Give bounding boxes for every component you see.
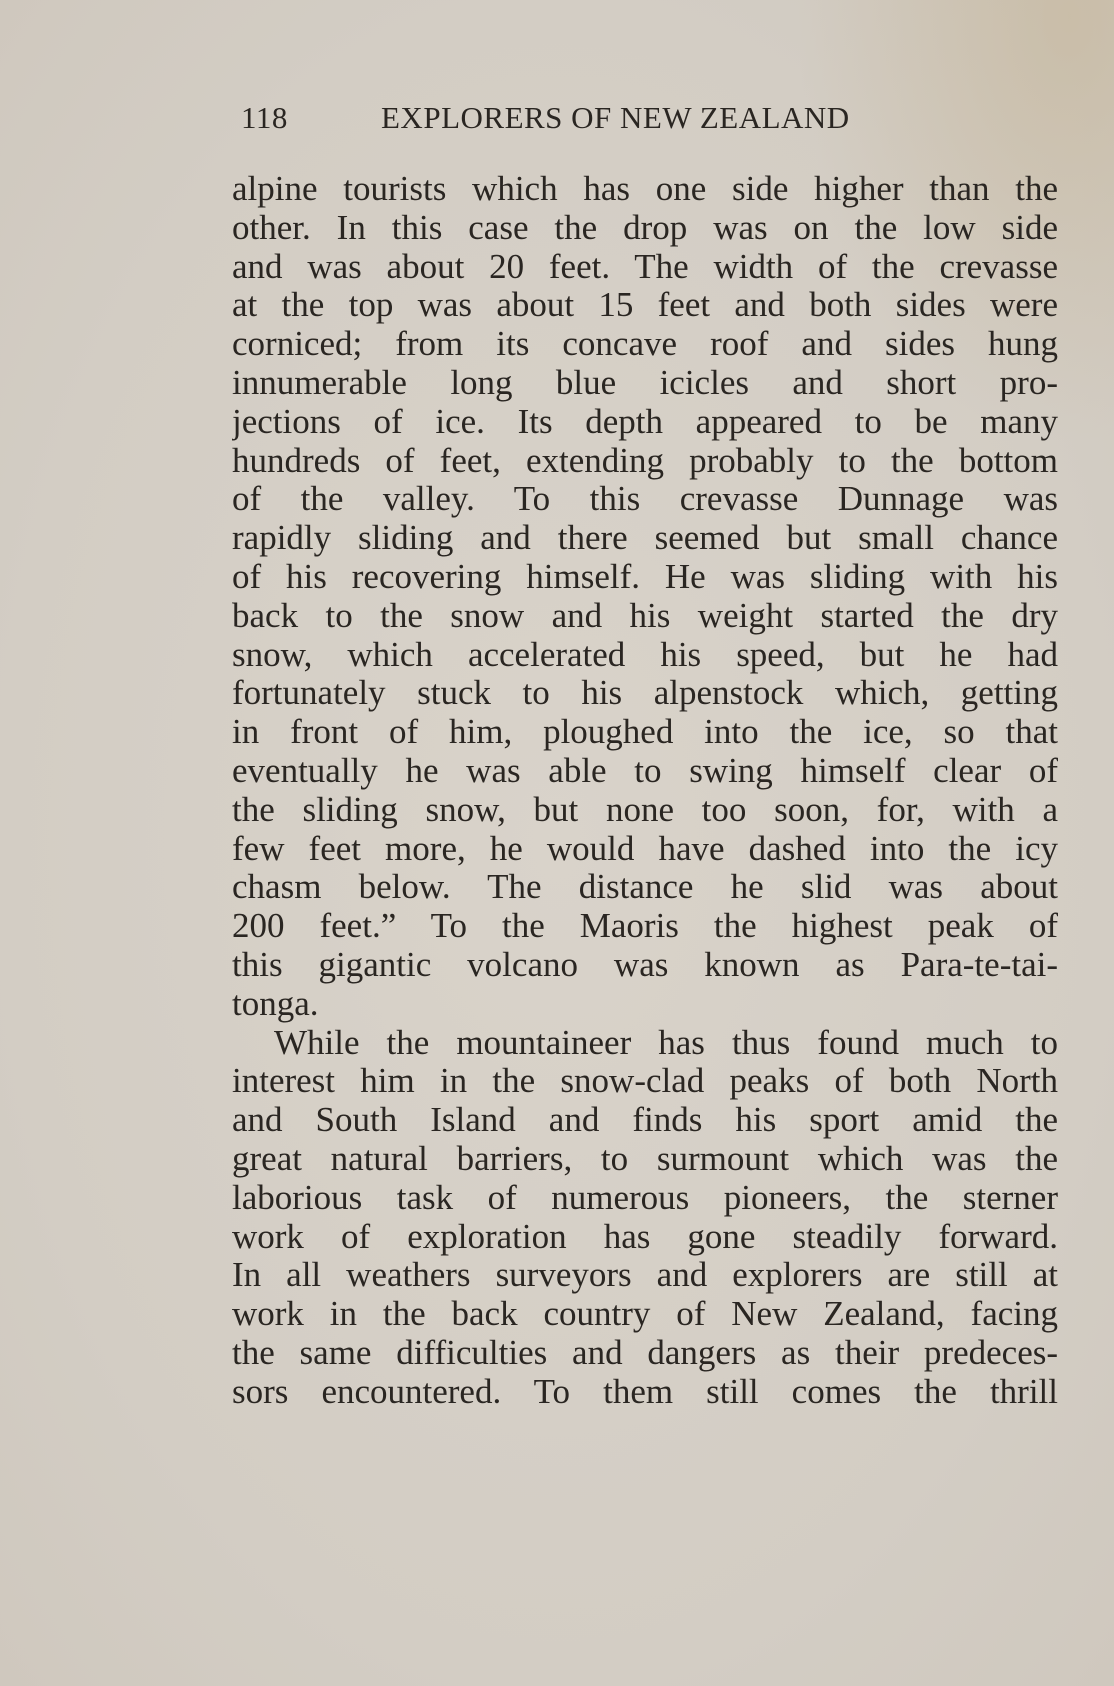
page-number: 118: [241, 100, 288, 135]
text-line: snow, which accelerated his speed, but he had: [232, 635, 1058, 674]
text-line: and was about 20 feet. The width of the crevasse: [232, 247, 1058, 286]
text-line: great natural barriers, to surmount which was the: [232, 1139, 1058, 1178]
text-line: at the top was about 15 feet and both sides were: [232, 286, 1058, 325]
paragraph-start-line: While the mountaineer has thus found much to: [274, 1023, 1058, 1062]
text-line: of his recovering himself. He was sliding with his: [232, 557, 1058, 596]
text-line: other. In this case the drop was on the low side: [232, 208, 1058, 247]
text-line: hundreds of feet, extending probably to the bottom: [232, 441, 1058, 480]
text-line: few feet more, he would have dashed into the icy: [232, 829, 1058, 868]
text-line: sors encountered. To them still comes the thrill: [232, 1372, 1058, 1411]
text-line: laborious task of numerous pioneers, the sterner: [232, 1178, 1058, 1217]
text-line: the same difficulties and dangers as their predeces-: [232, 1333, 1058, 1372]
body-text: [232, 170, 1058, 1412]
text-line: jections of ice. Its depth appeared to be many: [232, 402, 1058, 441]
text-line: this gigantic volcano was known as Para-te-tai-: [232, 945, 1058, 984]
text-line: of the valley. To this crevasse Dunnage was: [232, 480, 1058, 519]
text-line: fortunately stuck to his alpenstock which, getting: [232, 674, 1058, 713]
running-head: [233, 100, 917, 148]
text-line: work in the back country of New Zealand, facing: [232, 1295, 1058, 1334]
running-title: EXPLORERS OF NEW ZEALAND: [381, 100, 850, 135]
text-line: rapidly sliding and there seemed but small chance: [232, 519, 1058, 558]
text-line: in front of him, ploughed into the ice, so that: [232, 713, 1058, 752]
text-line: interest him in the snow-clad peaks of both North: [232, 1062, 1058, 1101]
text-line: innumerable long blue icicles and short pro-: [232, 363, 1058, 402]
text-line: eventually he was able to swing himself clear of: [232, 751, 1058, 790]
text-line: the sliding snow, but none too soon, for, with a: [232, 790, 1058, 829]
text-line: corniced; from its concave roof and sides hung: [232, 325, 1058, 364]
text-line: chasm below. The distance he slid was about: [232, 868, 1058, 907]
text-line: 200 feet.” To the Maoris the highest peak of: [232, 907, 1058, 946]
text-line: and South Island and finds his sport amid the: [232, 1101, 1058, 1140]
paragraph-end-line: tonga.: [232, 984, 319, 1023]
text-line: work of exploration has gone steadily forward.: [232, 1217, 1058, 1256]
text-line: alpine tourists which has one side higher than the: [232, 170, 1058, 208]
text-line: In all weathers surveyors and explorers are still at: [232, 1256, 1058, 1295]
text-line: back to the snow and his weight started the dry: [232, 596, 1058, 635]
